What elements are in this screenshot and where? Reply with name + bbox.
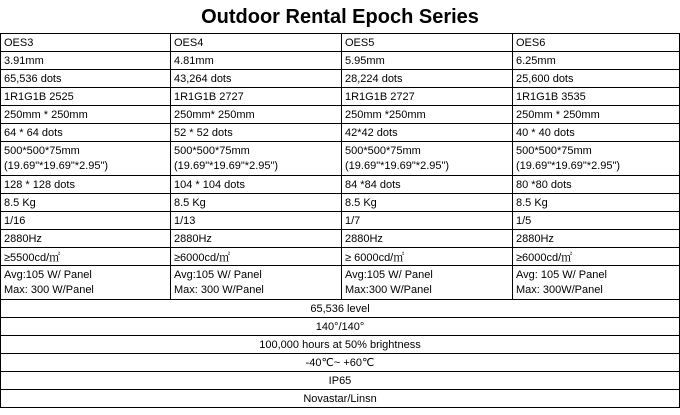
table-cell: 128 * 128 dots	[1, 176, 171, 194]
table-cell: 250mm* 250mm	[171, 106, 342, 124]
table-cell: 1R1G1B 2727	[171, 88, 342, 106]
table-cell: 1/13	[171, 212, 342, 230]
table-cell: ≥6000cd/㎡	[513, 248, 680, 266]
cell-line: Avg: 105 W/ Panel	[516, 268, 607, 281]
cell-line: Avg:105 W/ Panel	[4, 268, 92, 281]
column-header: OES4	[171, 34, 342, 52]
table-row	[1, 124, 680, 142]
cell-line: (19.69"*19.69"*2.95")	[4, 159, 109, 172]
page-title: Outdoor Rental Epoch Series	[201, 6, 479, 28]
table-cell: 2880Hz	[171, 230, 342, 248]
table-row	[1, 176, 680, 194]
table-cell: 1R1G1B 3535	[513, 88, 680, 106]
table-cell: ≥ 6000cd/㎡	[342, 248, 513, 266]
cell-line: (19.69"*19.69"*2.95")	[345, 159, 450, 172]
table-row-shared	[1, 318, 680, 336]
table-cell: 8.5 Kg	[171, 194, 342, 212]
cell-line: Max: 300 W/Panel	[4, 283, 94, 296]
cell-line: (19.69"*19.69"*2.95")	[516, 159, 621, 172]
cell-line: 500*500*75mm	[516, 144, 592, 157]
cell-line: 500*500*75mm	[174, 144, 250, 157]
table-cell	[342, 142, 513, 176]
cell-line: (19.69"*19.69"*2.95")	[174, 159, 279, 172]
table-cell-shared: IP65	[1, 372, 680, 390]
table-cell	[171, 142, 342, 176]
cell-line: 500*500*75mm	[345, 144, 421, 157]
table-cell	[1, 142, 171, 176]
table-cell: 40 * 40 dots	[513, 124, 680, 142]
table-cell: 43,264 dots	[171, 70, 342, 88]
table-row-shared	[1, 390, 680, 408]
table-header-row	[1, 34, 680, 52]
table-cell	[1, 266, 171, 300]
table-row	[1, 70, 680, 88]
column-header: OES6	[513, 34, 680, 52]
table-cell-shared: -40℃~ +60℃	[1, 354, 680, 372]
table-cell: 25,600 dots	[513, 70, 680, 88]
table-cell: 8.5 Kg	[513, 194, 680, 212]
table-cell: 42*42 dots	[342, 124, 513, 142]
table-row	[1, 230, 680, 248]
table-row	[1, 52, 680, 70]
table-row-shared	[1, 354, 680, 372]
table-cell: 52 * 52 dots	[171, 124, 342, 142]
table-cell	[513, 266, 680, 300]
table-row	[1, 194, 680, 212]
cell-line: Max: 300W/Panel	[516, 283, 603, 296]
table-row	[1, 266, 680, 300]
table-cell	[171, 266, 342, 300]
table-cell: 4.81mm	[171, 52, 342, 70]
table-cell	[513, 142, 680, 176]
table-row-shared	[1, 300, 680, 318]
table-cell: 250mm *250mm	[342, 106, 513, 124]
table-cell: 5.95mm	[342, 52, 513, 70]
table-cell-shared: 65,536 level	[1, 300, 680, 318]
table-cell: 8.5 Kg	[342, 194, 513, 212]
table-cell: 104 * 104 dots	[171, 176, 342, 194]
table-cell-shared: 140°/140°	[1, 318, 680, 336]
table-cell: 1R1G1B 2525	[1, 88, 171, 106]
table-cell: 6.25mm	[513, 52, 680, 70]
cell-line: Avg:105 W/ Panel	[345, 268, 433, 281]
table-cell: 2880Hz	[342, 230, 513, 248]
table-cell: 80 *80 dots	[513, 176, 680, 194]
table-cell: 64 * 64 dots	[1, 124, 171, 142]
table-cell: 1/5	[513, 212, 680, 230]
cell-line: 500*500*75mm	[4, 144, 80, 157]
table-cell: 3.91mm	[1, 52, 171, 70]
cell-line: Avg:105 W/ Panel	[174, 268, 262, 281]
table-cell: 1/7	[342, 212, 513, 230]
table-row-shared	[1, 336, 680, 354]
cell-line: Max: 300 W/Panel	[174, 283, 264, 296]
column-header: OES3	[1, 34, 171, 52]
table-cell: 1/16	[1, 212, 171, 230]
table-cell: 28,224 dots	[342, 70, 513, 88]
table-row	[1, 106, 680, 124]
table-cell: 250mm * 250mm	[513, 106, 680, 124]
table-cell: 1R1G1B 2727	[342, 88, 513, 106]
table-row	[1, 212, 680, 230]
table-cell: 2880Hz	[513, 230, 680, 248]
table-row	[1, 248, 680, 266]
table-cell: 8.5 Kg	[1, 194, 171, 212]
table-row	[1, 142, 680, 176]
table-cell-shared: 100,000 hours at 50% brightness	[1, 336, 680, 354]
table-cell	[342, 266, 513, 300]
column-header: OES5	[342, 34, 513, 52]
table-cell: 250mm * 250mm	[1, 106, 171, 124]
table-cell: 84 *84 dots	[342, 176, 513, 194]
table-row	[1, 88, 680, 106]
table-cell: ≥5500cd/㎡	[1, 248, 171, 266]
spec-table	[0, 33, 680, 408]
table-cell: 65,536 dots	[1, 70, 171, 88]
table-row-shared	[1, 372, 680, 390]
table-cell-shared: Novastar/Linsn	[1, 390, 680, 408]
table-cell: ≥6000cd/㎡	[171, 248, 342, 266]
cell-line: Max:300 W/Panel	[345, 283, 432, 296]
table-cell: 2880Hz	[1, 230, 171, 248]
